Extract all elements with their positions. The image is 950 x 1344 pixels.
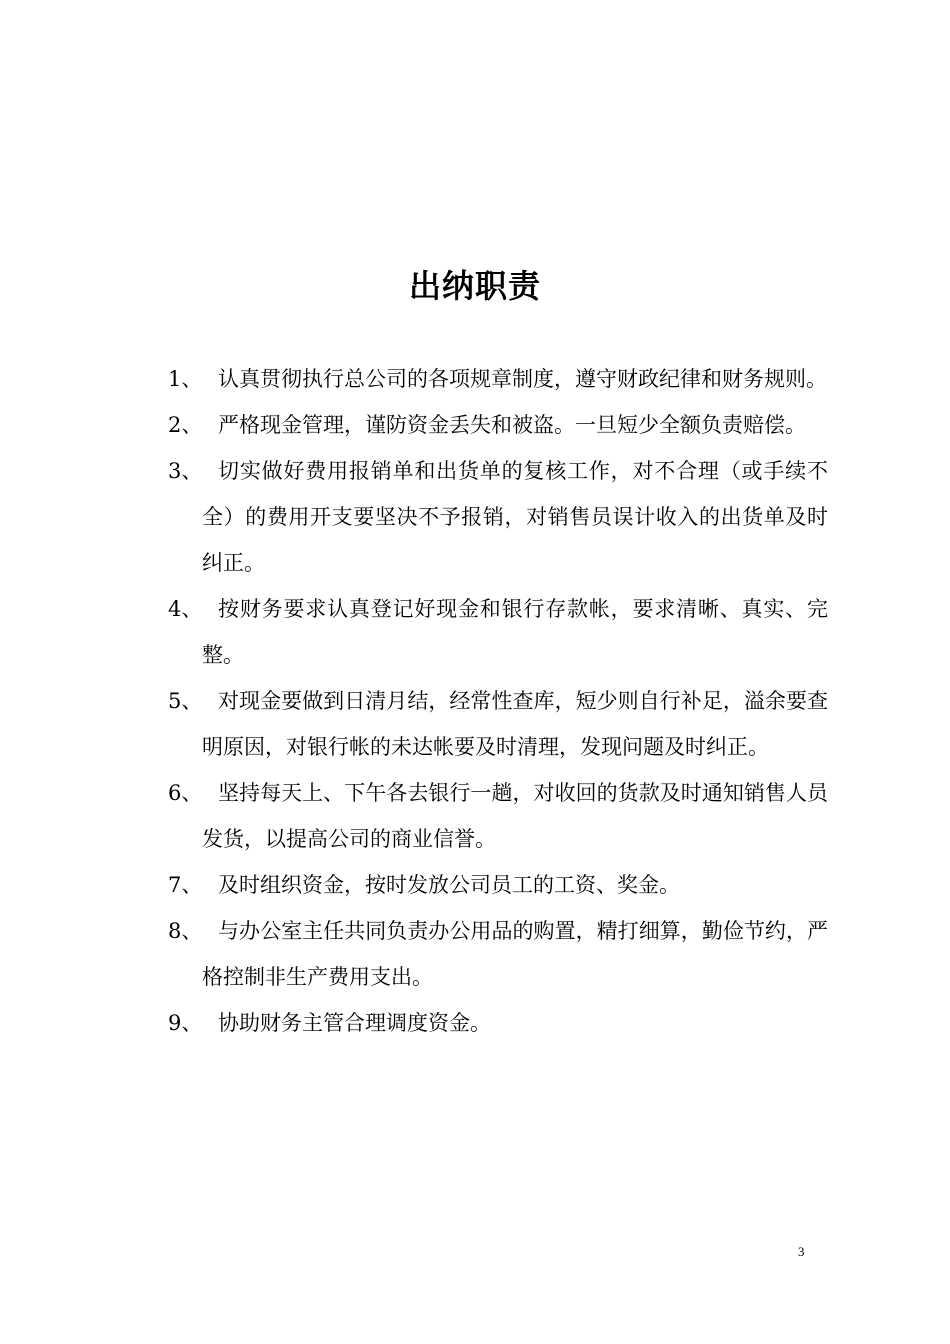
- duties-list: [168, 356, 828, 1046]
- list-item: [168, 586, 828, 678]
- list-item: [168, 402, 828, 448]
- list-item: [168, 678, 828, 770]
- list-item: [168, 908, 828, 1000]
- item-text: 与办公室主任共同负责办公用品的购置，精打细算，勤俭节约，严格控制非生产费用支出。: [202, 919, 828, 989]
- item-number: 2、: [168, 413, 203, 437]
- list-item: [168, 862, 828, 908]
- list-item: [168, 356, 828, 402]
- item-number: 3、: [168, 459, 203, 483]
- item-text: 对现金要做到日清月结，经常性查库，短少则自行补足，溢余要查明原因，对银行帐的未达帐要及时清理，发现问题及时纠正。: [202, 689, 828, 759]
- item-text: 及时组织资金，按时发放公司员工的工资、奖金。: [218, 873, 680, 897]
- list-item: [168, 1000, 828, 1046]
- item-number: 1、: [168, 367, 203, 391]
- item-number: 5、: [168, 689, 203, 713]
- item-number: 8、: [168, 919, 203, 943]
- item-number: 4、: [168, 597, 203, 621]
- list-item: [168, 770, 828, 862]
- list-item: [168, 448, 828, 586]
- item-text: 协助财务主管合理调度资金。: [218, 1011, 491, 1035]
- item-text: 按财务要求认真登记好现金和银行存款帐，要求清晰、真实、完整。: [202, 597, 828, 667]
- item-text: 坚持每天上、下午各去银行一趟，对收回的货款及时通知销售人员发货，以提高公司的商业信誉。: [202, 781, 828, 851]
- item-number: 7、: [168, 873, 203, 897]
- page-number: 3: [798, 1244, 805, 1259]
- item-text: 切实做好费用报销单和出货单的复核工作，对不合理（或手续不全）的费用开支要坚决不予报销，对销售员误计收入的出货单及时纠正。: [202, 459, 828, 575]
- item-number: 9、: [168, 1011, 203, 1035]
- item-text: 严格现金管理，谨防资金丢失和被盗。一旦短少全额负责赔偿。: [218, 413, 806, 437]
- item-number: 6、: [168, 781, 203, 805]
- item-text: 认真贯彻执行总公司的各项规章制度，遵守财政纪律和财务规则。: [218, 367, 827, 391]
- page-title: 出纳职责: [408, 267, 541, 305]
